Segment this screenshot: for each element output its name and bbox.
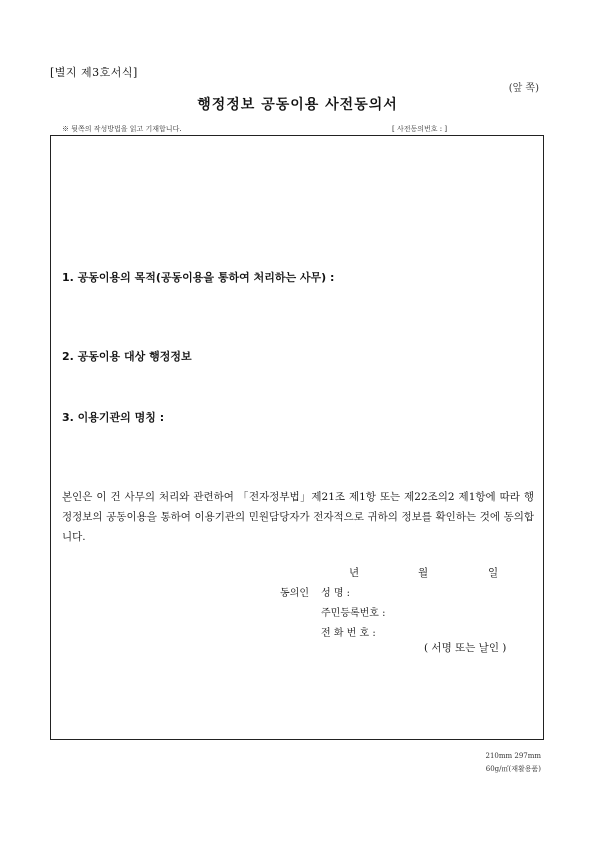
- date-year-label: 년: [349, 567, 360, 579]
- document-title: 행정정보 공동이용 사전동의서: [197, 97, 398, 113]
- rrn-field-label: 주민등록번호 :: [321, 608, 386, 619]
- consent-number-field[interactable]: [ 사전동의번호 : ]: [392, 125, 448, 133]
- paper-type-label: 60g/㎡(재활용품): [485, 765, 541, 773]
- date-month-label: 월: [418, 567, 429, 579]
- form-number-label: [별지 제3호서식]: [50, 66, 138, 79]
- consent-statement: 본인은 이 건 사무의 처리와 관련하여 「전자정부법」제21조 제1항 또는 제22조의2 제1항에 따라 행정정보의 공동이용을 통하여 이용기관의 민원담당자가 전자적으로 귀하의 정보를 확인하는 것에 동의합니다.: [62, 491, 534, 543]
- section-purpose: 1. 공동이용의 목적(공동이용을 통하여 처리하는 사무) :: [62, 271, 335, 284]
- phone-field-label: 전 화 번 호 :: [321, 628, 376, 639]
- paper-size-label: 210mm 297mm: [485, 752, 541, 760]
- section-target-info: 2. 공동이용 대상 행정정보: [62, 350, 192, 363]
- instruction-note: ※ 뒷쪽의 작성방법을 읽고 기재합니다.: [62, 125, 182, 133]
- consenter-label: 동의인: [280, 588, 309, 599]
- date-day-label: 일: [488, 567, 499, 579]
- page-side-label: (앞 쪽): [508, 83, 539, 94]
- name-field-label: 성 명 :: [321, 588, 351, 599]
- signature-label: ( 서명 또는 날인 ): [424, 642, 507, 654]
- section-agency-name: 3. 이용기관의 명칭 :: [62, 411, 165, 424]
